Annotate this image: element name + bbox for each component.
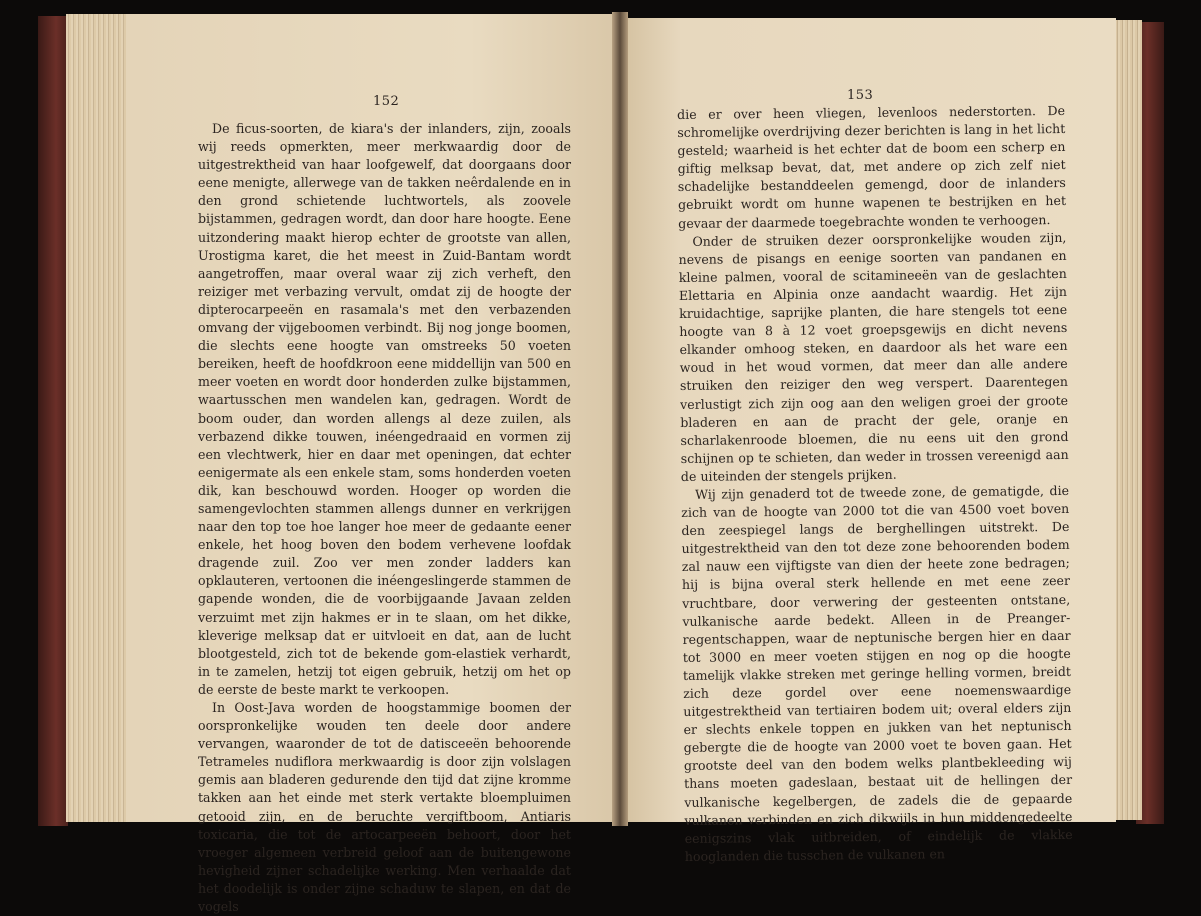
page-body (677, 102, 1073, 866)
paragraph: die er over heen vliegen, levenloos nederstorten. De schromelijke overdrijving dezer berichten is lang in het licht gesteld; waarheid is het echter dat de boom een scherp en giftig melksap bevat, dat, met andere op zich zelf niet schadelijke bestanddeelen gemengd, door de inlanders gebruikt wordt om hunne wapenen te bestrijken en het gevaar der daarmede toegebrachte wonden te verhoogen. (677, 102, 1067, 231)
page-number: 153 (847, 88, 874, 103)
paragraph: In Oost-Java worden de hoogstammige boomen der oorspronkelijke wouden ten deele door andere vervangen, waaronder de tot de datisceeën behoorende Tetrameles nudiflora merkwaardig is door zijn volslagen gemis aan bladeren gedurende den tijd dat zijne kromme takken aan het einde met sterk vertakte bloempluimen getooid zijn, en de beruchte vergiftboom, Antiaris toxicaria, die tot de artocarpeeën behoort, door het vroeger algemeen verbreid geloof aan de buitengewone hevigheid zijner schadelijke werking. Men verhaalde dat het doodelijk is onder zijne schaduw te slapen, en dat de vogels (198, 700, 571, 915)
paragraph: Wij zijn genaderd tot de tweede zone, de gematigde, die zich van de hoogte van 2000 tot die van 4500 voet boven den zeespiegel langs de berghellingen uitstrekt. De uitgestrektheid van den tot deze zone behoorenden bodem zal nauw een vijftigste van dien der heete zone bedragen; hij is bijna overal sterk hellende en met eene zeer vruchtbare, door verwering der gesteenten ontstane, vulkanische aarde bedekt. Alleen in de Preanger-regentschappen, waar de neptunische bergen hier en daar tot 3000 en meer voeten stijgen en nog op die hoogte tamelijk vlakke streken met geringe helling vormen, breidt zich deze gordel over eene noemenswaardige uitgestrektheid van tertiairen bodem uit; overal elders zijn er slechts enkele toppen en jukken van het neptunisch gebergte die de hoogte van 2000 voet te boven gaan. Het grootste deel van den bodem welks plantbekleeding wij thans moeten gadeslaan, bestaat uit de hellingen der vulkanische kegelbergen, de zadels die de gepaarde vulkanen verbinden en zich dikwijls in hun middengedeelte eenigszins vlak uitbreiden, of eindelijk de vlakke hooglanden die tusschen de vulkanen en (681, 482, 1073, 864)
paragraph: De ficus-soorten, de kiara's der inlanders, zijn, zooals wij reeds opmerkten, meer merkwaardig door de uitgestrektheid van haar loofgewelf, dat doorgaans door eene menigte, allerwege van de takken neêrdalende en in den grond schietende luchtwortels, als zoovele bijstammen, gedragen wordt, dan door hare hoogte. Eene uitzondering maakt hierop echter de grootste van allen, Urostigma karet, die het meest in Zuid-Bantam wordt aangetroffen, maar overal waar zij zich verheft, den reiziger met verbazing vervult, omdat zij de hoogte der dipterocarpeeën en rasamala's met den verbazenden omvang der vijgeboomen verbindt. Bij nog jonge boomen, die slechts eene hoogte van omstreeks 50 voeten bereiken, heeft de hoofdkroon eene middellijn van 500 en meer voeten en wordt door honderden zulke bijstammen, waartusschen men wandelen kan, gedragen. Wordt de boom ouder, dan worden allengs al deze zuilen, als verbazend dikke touwen, inéengedraaid en vormen zij een vlechtwerk, hier en daar met openingen, dat echter eenigermate als een enkele stam, soms honderden voeten dik, kan beschouwd worden. Hooger op worden die samengevlochten stammen allengs dunner en verkrijgen naar den top toe hoe langer hoe meer de gedaante eener enkele, het hoog boven den bodem verhevene loofdak dragende zuil. Zoo ver men zonder ladders kan opklauteren, vertoonen die inéengeslingerde stammen de gapende wonden, die de voorbijgaande Javaan zelden verzuimt met zijn hakmes er in te slaan, om het dikke, kleverige melksap dat er uitvloeit en dat, aan de lucht blootgesteld, zich tot de bekende gom-elastiek verhardt, in te zamelen, hetzij tot eigen gebruik, hetzij om het op de eerste de beste markt te verkoopen. (198, 121, 571, 697)
page-number: 152 (373, 94, 400, 109)
right-page (622, 18, 1116, 864)
book-cover-left (38, 16, 68, 826)
left-page (126, 14, 618, 915)
page-edges-left (66, 14, 130, 822)
paragraph: Onder de struiken dezer oorspronkelijke wouden zijn, nevens de pisangs en eenige soorten van pandanen en kleine palmen, vooral de scitamineeën van de geslachten Elettaria en Alpinia onze aandacht waardig. Het zijn kruidachtige, saprijke planten, die hare stengels tot eene hoogte van 8 à 12 voet groepsgewijs en dicht nevens elkander omhoog steken, en daardoor als het ware een woud in het woud vormen, dat meer dan alle andere struiken den reiziger den weg verspert. Daarentegen verlustigt zich zijn oog aan den weligen groei der groote bladeren en aan de pracht der gele, oranje en scharlakenroode bloemen, die nu eens uit den grond schijnen op te schieten, dan weder in trossen vereenigd aan de uiteinden der stengels prijken. (678, 229, 1069, 484)
page-body (198, 120, 571, 916)
book-gutter (612, 12, 628, 826)
